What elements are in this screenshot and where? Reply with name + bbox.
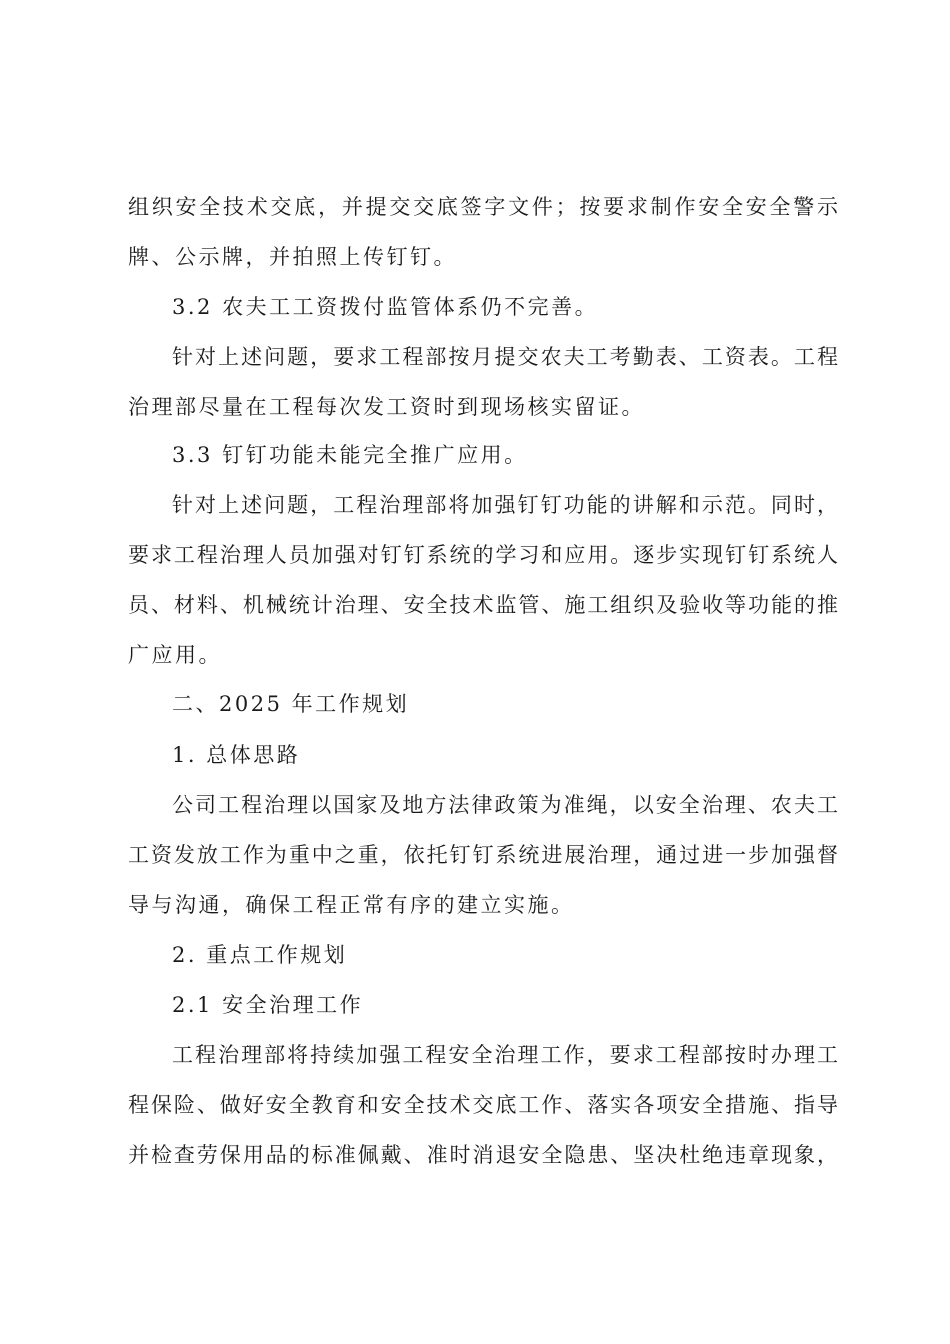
paragraph-line: 广应用。 [128,643,222,667]
section-heading: 3.2 农夫工工资拨付监管体系仍不完善。 [172,295,599,319]
paragraph-line: 牌、公示牌，并拍照上传钉钉。 [128,245,457,269]
section-heading: 3.3 钉钉功能未能完全推广应用。 [172,443,528,467]
paragraph-line: 工资发放工作为重中之重，依托钉钉系统进展治理，通过进一步加强督 [128,843,838,867]
paragraph-line: 组织安全技术交底，并提交交底签字文件；按要求制作安全安全警示 [128,195,838,219]
paragraph-line: 治理部尽量在工程每次发工资时到现场核实留证。 [128,395,645,419]
paragraph-line: 员、材料、机械统计治理、安全技术监管、施工组织及验收等功能的推 [128,593,838,617]
paragraph-line: 针对上述问题，工程治理部将加强钉钉功能的讲解和示范。同时， [172,493,838,517]
section-heading: 2. 重点工作规划 [172,943,348,967]
paragraph-line: 公司工程治理以国家及地方法律政策为准绳，以安全治理、农夫工 [172,793,838,817]
paragraph-line: 程保险、做好安全教育和安全技术交底工作、落实各项安全措施、指导 [128,1093,838,1117]
paragraph-line: 工程治理部将持续加强工程安全治理工作，要求工程部按时办理工 [172,1043,838,1067]
paragraph-line: 要求工程治理人员加强对钉钉系统的学习和应用。逐步实现钉钉系统人 [128,543,838,567]
paragraph-line: 并检查劳保用品的标准佩戴、准时消退安全隐患、坚决杜绝违章现象， [128,1143,838,1167]
section-heading: 1. 总体思路 [172,743,301,767]
chapter-heading: 二、2025 年工作规划 [172,692,410,716]
section-heading: 2.1 安全治理工作 [172,993,364,1017]
paragraph-line: 针对上述问题，要求工程部按月提交农夫工考勤表、工资表。工程 [172,345,838,369]
paragraph-line: 导与沟通，确保工程正常有序的建立实施。 [128,893,575,917]
